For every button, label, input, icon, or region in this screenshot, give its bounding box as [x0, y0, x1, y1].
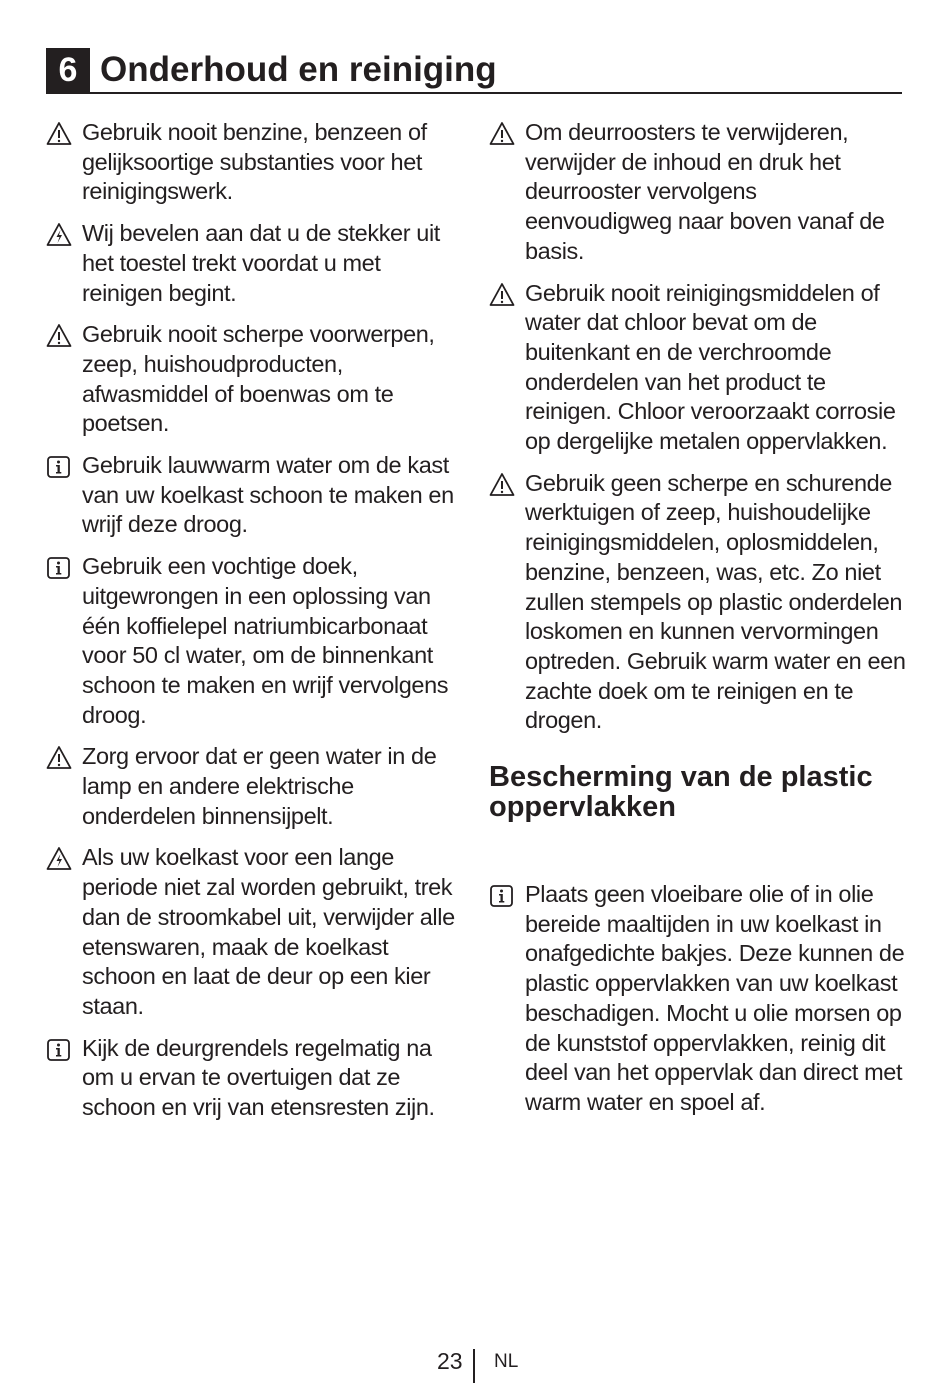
- item-text: Om deurroosters te verwijderen, verwijder de inhoud en druk het deurrooster vervolgens eenvoudigweg naar boven vanaf de basis.: [525, 119, 885, 264]
- info-icon: [46, 454, 72, 480]
- item-text: Kijk de deurgrendels regelmatig na om u ervan te overtuigen dat ze schoon en vrij van etensresten zijn.: [82, 1034, 435, 1121]
- language-code: NL: [494, 1351, 519, 1372]
- chapter-title: Onderhoud en reiniging: [100, 50, 497, 89]
- list-item: [489, 279, 909, 457]
- list-item: [46, 320, 466, 439]
- electric-warning-icon: [46, 222, 72, 248]
- item-text: Als uw koelkast voor een lange periode niet zal worden gebruikt, trek dan de stroomkabel uit, verwijder alle etenswaren, maak de koelkast schoon en laat de deur op een kier staan.: [82, 844, 455, 1019]
- warning-icon: [46, 745, 72, 771]
- info-icon: [46, 555, 72, 581]
- footer-divider: [473, 1349, 475, 1383]
- chapter-header: [46, 48, 902, 94]
- page-number: 23: [437, 1348, 463, 1374]
- item-text: Plaats geen vloeibare olie of in olie bereide maaltijden in uw koelkast in onafgedichte bakjes. Deze kunnen de plastic oppervlakken van uw koelkast beschadigen. Mocht u olie morsen op de kunststof oppervlakken, reinig dit deel van het oppervlak dan direct met warm water en spoel af.: [525, 881, 905, 1115]
- list-item: [489, 880, 909, 1118]
- list-item: [46, 451, 466, 540]
- list-item: [46, 742, 466, 831]
- warning-icon: [46, 323, 72, 349]
- warning-icon: [489, 121, 515, 147]
- info-icon: [46, 1037, 72, 1063]
- item-text: Gebruik geen scherpe en schurende werktuigen of zeep, huishoudelijke reinigingsmiddelen, oplosmiddelen, benzine, benzeen, was, etc. Zo niet zullen stempels op plastic onderdelen loskomen en kunnen vervormingen optreden. Gebruik warm water en een zachte doek om te reinigen en te drogen.: [525, 469, 906, 734]
- electric-warning-icon: [46, 846, 72, 872]
- list-item: [46, 1034, 466, 1123]
- item-text: Gebruik nooit benzine, benzeen of gelijksoortige substanties voor het reinigingswerk.: [82, 119, 427, 205]
- item-text: Gebruik nooit scherpe voorwerpen, zeep, huishoudproducten, afwasmiddel of boenwas om te poetsen.: [82, 321, 435, 437]
- info-icon: [489, 883, 515, 909]
- list-item: [46, 843, 466, 1021]
- item-text: Gebruik een vochtige doek, uitgewrongen in een oplossing van één koffielepel natriumbicarbonaat voor 50 cl water, om de binnenkant schoon te maken en wrijf vervolgens droog.: [82, 553, 449, 728]
- chapter-number-badge: 6: [46, 48, 90, 92]
- list-item: [489, 118, 909, 267]
- list-item: [46, 118, 466, 207]
- item-text: Wij bevelen aan dat u de stekker uit het toestel trekt voordat u met reinigen begint.: [82, 220, 440, 306]
- item-text: Gebruik lauwwarm water om de kast van uw koelkast schoon te maken en wrijf deze droog.: [82, 452, 454, 538]
- list-item: [46, 552, 466, 730]
- list-item: [489, 469, 909, 736]
- warning-icon: [489, 282, 515, 308]
- item-text: Gebruik nooit reinigingsmiddelen of water dat chloor bevat om de buitenkant en de verchroomde onderdelen van het product te reinigen. Chloor veroorzaakt corrosie op dergelijke metalen oppervlakken.: [525, 279, 896, 455]
- left-column: [46, 118, 466, 1135]
- warning-icon: [489, 472, 515, 498]
- section-heading: Bescherming van de plastic oppervlakken: [489, 761, 873, 824]
- warning-icon: [46, 121, 72, 147]
- item-text: Zorg ervoor dat er geen water in de lamp en andere elektrische onderdelen binnensijpelt.: [82, 743, 437, 829]
- right-column: [489, 118, 909, 1130]
- list-item: [46, 219, 466, 308]
